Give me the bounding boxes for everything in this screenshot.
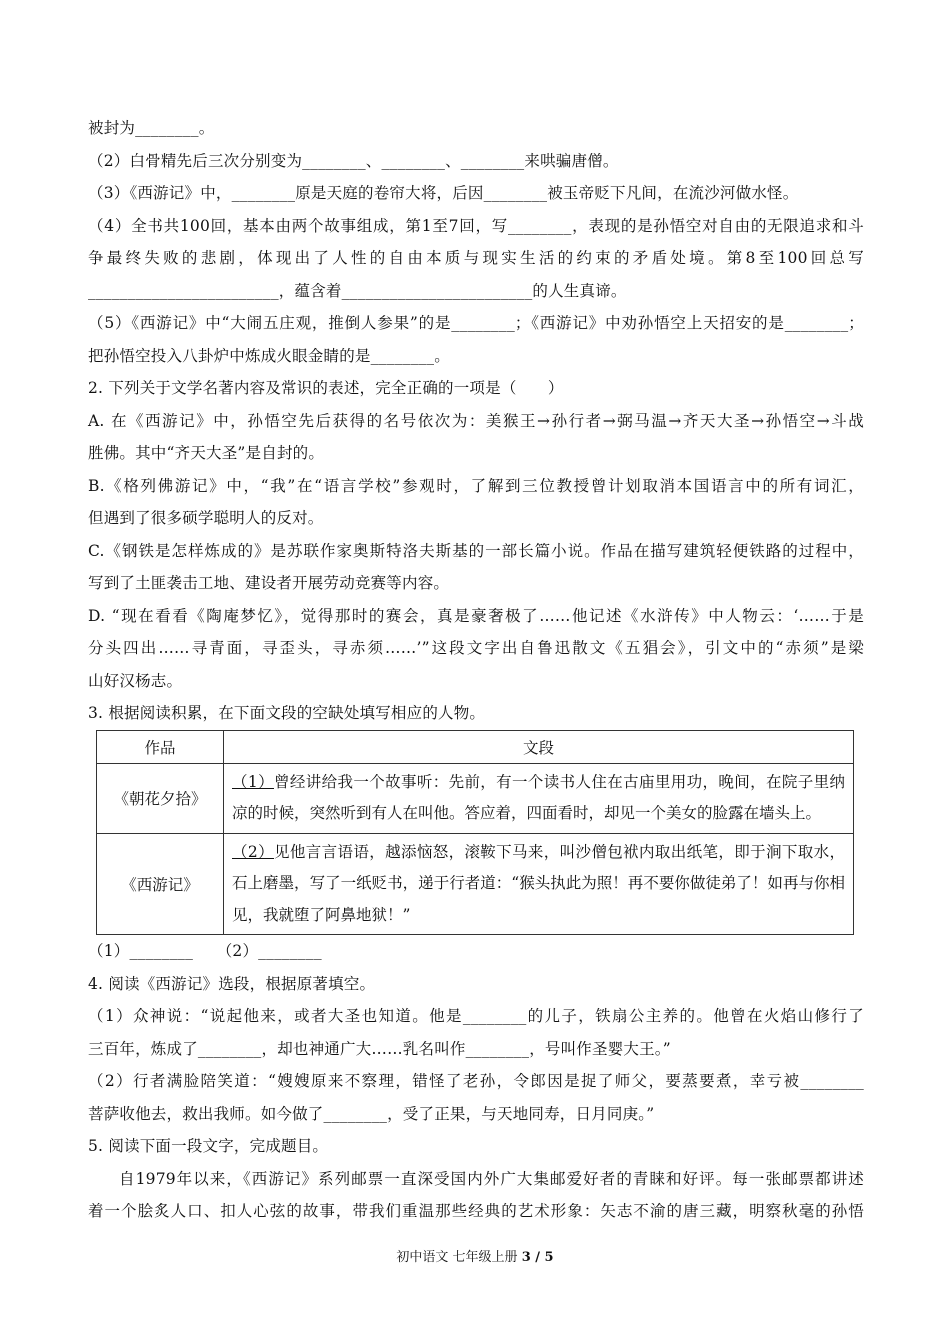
q3-table: [96, 730, 854, 936]
q1-sub4-line3: ________________________，蕴含着________________________的人生真谛。: [88, 281, 627, 300]
q5-passage-line2: 着一个脍炙人口、扣人心弦的故事，带我们重温那些经典的艺术形象：矢志不渝的唐三藏，明察秋毫的孙悟: [88, 1202, 864, 1220]
blank-marker: （1）: [232, 772, 274, 791]
q1-sub2: （2）白骨精先后三次分别变为________、________、________来哄骗唐僧。: [88, 151, 619, 170]
q4-stem: 4. 阅读《西游记》选段，根据原著填空。: [88, 974, 376, 993]
q2-option-d-line2: 分头四出……寻青面，寻歪头，寻赤须……’”这段文字出自鲁迅散文《五猖会》，引文中的“赤须”是梁: [88, 639, 864, 657]
q3-stem: 3. 根据阅读积累，在下面文段的空缺处填写相应的人物。: [88, 704, 486, 722]
q4-sub2-line1: （2）行者满脸陪笑道：“嫂嫂原来不察理，错怪了老孙，令郎因是捉了师父，要蒸要煮，幸亏被________: [88, 1072, 864, 1090]
footer-label: 初中语文 七年级上册: [396, 1250, 518, 1265]
row-passage: [224, 833, 854, 935]
page-number: 3 / 5: [521, 1250, 554, 1265]
row-work: 《西游记》: [97, 833, 224, 935]
q2-stem: 2. 下列关于文学名著内容及常识的表述，完全正确的一项是（ ）: [88, 379, 564, 397]
table-header-row: [97, 730, 854, 763]
q2-option-a-line1: A. 在《西游记》中，孙悟空先后获得的名号依次为：美猴王→孙行者→弼马温→齐天大圣→孙悟空→斗战: [88, 411, 864, 430]
blank-marker: （2）: [232, 842, 274, 861]
q3-answers: （1）________ （2）________: [88, 942, 322, 960]
q1-tail: 被封为________。: [88, 119, 215, 137]
q2-option-b-line2: 但遇到了很多硕学聪明人的反对。: [88, 509, 324, 527]
q2-option-c-line1: C.《钢铁是怎样炼成的》是苏联作家奥斯特洛夫斯基的一部长篇小说。作品在描写建筑轻便铁路的过程中，: [88, 541, 864, 560]
q5-stem: 5. 阅读下面一段文字，完成题目。: [88, 1137, 329, 1155]
q4-sub2-line2: 菩萨收他去，救出我师。如今做了________，受了正果，与天地同寿，日月同庚。”: [88, 1104, 655, 1123]
q2-option-a-line2: 胜佛。其中“齐天大圣”是自封的。: [88, 444, 325, 462]
q1-sub4-line1: （4）全书共100回，基本由两个故事组成，第1至7回，写________，表现的是孙悟空对自由的无限追求和斗: [88, 216, 864, 235]
page-footer: [0, 1250, 950, 1266]
table-row: [97, 833, 854, 935]
q1-sub5-line2: 把孙悟空投入八卦炉中炼成火眼金睛的是________。: [88, 346, 450, 365]
q5-passage-line1: 自1979年以来，《西游记》系列邮票一直深受国内外广大集邮爱好者的青睐和好评。每一张邮票都讲述: [119, 1169, 864, 1188]
passage-text: 曾经讲给我一个故事听：先前，有一个读书人住在古庙里用功，晚间，在院子里纳凉的时候，突然听到有人在叫他。答应着，四面看时，却见一个美女的脸露在墙头上。: [232, 772, 845, 822]
passage-text: 见他言言语语，越添恼怒，滚鞍下马来，叫沙僧包袱内取出纸笔，即于涧下取水，石上磨墨，写了一纸贬书，递于行者道：“猴头执此为照！再不要你做徒弟了！如再与你相见，我就堕了阿鼻地狱！”: [232, 842, 845, 924]
header-work: 作品: [97, 730, 224, 763]
q2-option-d-line3: 山好汉杨志。: [88, 671, 183, 690]
q2-option-d-line1: D. “现在看看《陶庵梦忆》，觉得那时的赛会，真是豪奢极了……他记述《水浒传》中人物云：‘……于是: [88, 606, 864, 625]
q2-option-b-line1: B.《格列佛游记》中，“我”在“语言学校”参观时，了解到三位教授曾计划取消本国语言中的所有词汇，: [88, 476, 864, 495]
q4-sub1-line2: 三百年，炼成了________，却也神通广大……乳名叫作________，号叫作圣婴大王。”: [88, 1039, 671, 1058]
header-text: 文段: [224, 730, 854, 763]
q1-sub5-line1: （5）《西游记》中“大闹五庄观，推倒人参果”的是________；《西游记》中劝孙悟空上天招安的是________；: [88, 314, 864, 332]
exam-page: [88, 112, 864, 1228]
q1-sub4-line2: 争最终失败的悲剧，体现出了人性的自由本质与现实生活的约束的矛盾处境。第8至100回总写: [88, 249, 864, 267]
q1-sub3: （3）《西游记》中，________原是天庭的卷帘大将，后因________被玉帝贬下凡间，在流沙河做水怪。: [88, 184, 799, 202]
row-work: 《朝花夕拾》: [97, 763, 224, 833]
q2-option-c-line2: 写到了土匪袭击工地、建设者开展劳动竞赛等内容。: [88, 574, 450, 592]
q4-sub1-line1: （1）众神说：“说起他来，或者大圣也知道。他是________的儿子，铁扇公主养的。他曾在火焰山修行了: [88, 1007, 864, 1025]
row-passage: [224, 763, 854, 833]
table-row: [97, 763, 854, 833]
